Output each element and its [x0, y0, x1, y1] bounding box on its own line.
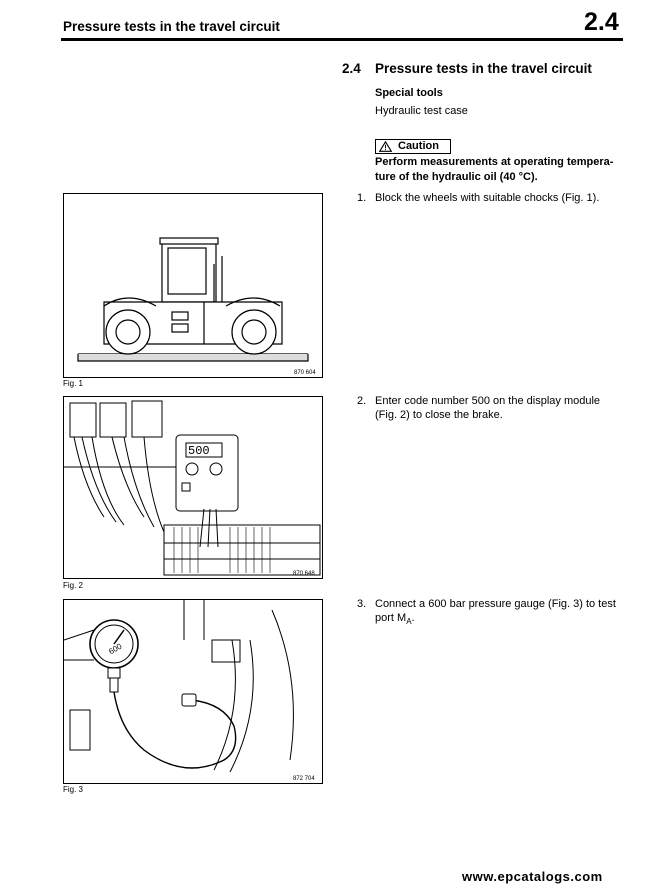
step-3-number: 3.	[357, 598, 367, 610]
caution-label: Caution	[398, 140, 439, 152]
figure-1-code: 870 604	[294, 370, 316, 376]
figure-1-frame	[63, 193, 323, 378]
figure-3-gauge-scale: 600	[107, 641, 124, 657]
special-tools-heading: Special tools	[375, 87, 443, 99]
special-tools-item: Hydraulic test case	[375, 105, 468, 117]
caution-text: Perform measurements at operating tempera-ture of the hydraulic oil (40 °C).	[375, 156, 614, 183]
step-2-text: Enter code number 500 on the display module (Fig. 2) to close the brake.	[375, 395, 601, 421]
figure-3-frame	[63, 599, 323, 784]
header-section-number: 2.4	[584, 8, 619, 36]
figure-3-label: Fig. 3	[63, 785, 84, 794]
warning-triangle-icon	[379, 141, 392, 152]
figure-2-code: 870 648	[293, 571, 315, 577]
header-rule	[61, 38, 623, 41]
section-number: 2.4	[342, 61, 361, 76]
figure-2-label: Fig. 2	[63, 581, 84, 590]
figure-2-display-value: 500	[188, 444, 210, 458]
step-3-subscript: A	[406, 617, 412, 627]
step-3-text	[375, 597, 625, 629]
figure-3-pressure-gauge-illustration	[64, 600, 322, 783]
figure-1-roller-illustration	[64, 194, 322, 377]
step-2-number: 2.	[357, 395, 367, 407]
step-3-suffix: .	[411, 612, 415, 624]
figure-1-label: Fig. 1	[63, 379, 84, 388]
figure-3-code: 872 704	[293, 776, 315, 782]
caution-box	[375, 139, 451, 154]
step-3-text-main: Connect a 600 bar pressure gauge (Fig. 3) to test port M	[375, 598, 616, 624]
figure-2-frame	[63, 396, 323, 579]
section-title: Pressure tests in the travel circuit	[375, 61, 592, 76]
step-1-text: Block the wheels with suitable chocks (Fig. 1).	[375, 192, 600, 204]
header-title: Pressure tests in the travel circuit	[63, 19, 280, 34]
watermark: www.epcatalogs.com	[462, 869, 603, 884]
step-1-number: 1.	[357, 192, 367, 204]
figure-2-display-module-illustration	[64, 397, 322, 578]
